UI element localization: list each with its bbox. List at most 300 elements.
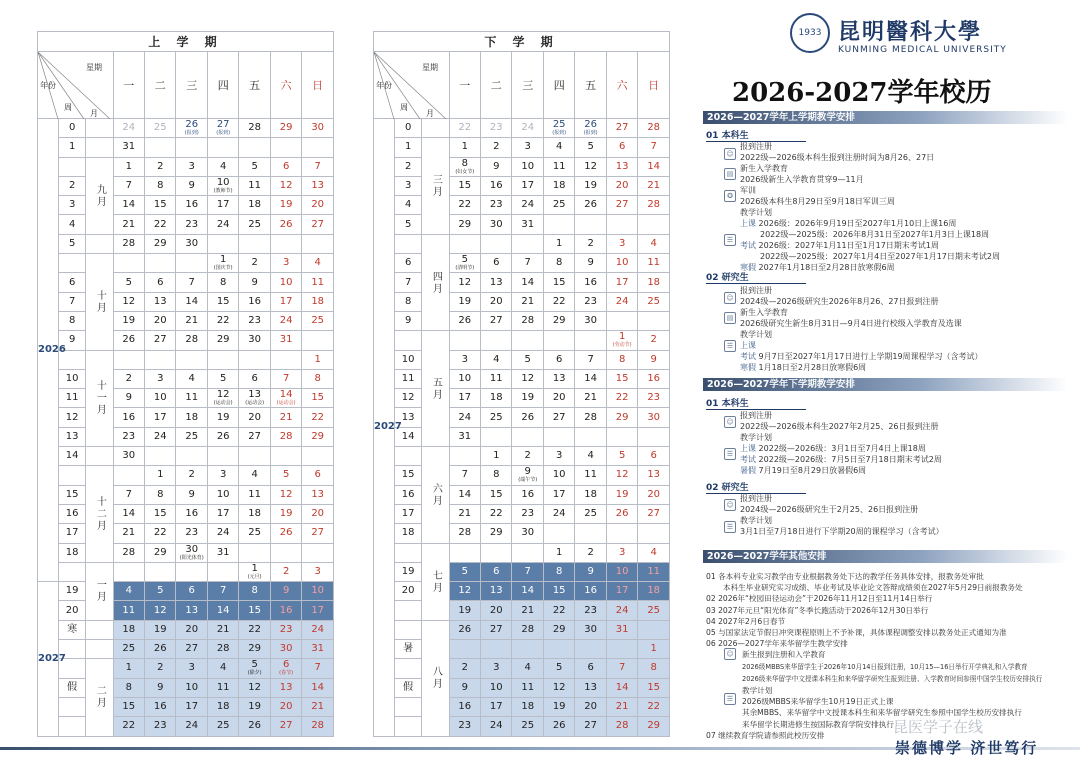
day-cell <box>207 138 238 157</box>
day-note: (清明节) <box>455 265 475 272</box>
day-cell <box>575 697 606 716</box>
day-number: 6 <box>282 160 290 172</box>
day-cell <box>302 292 334 311</box>
day-number: 30 <box>122 450 136 462</box>
day-number: 18 <box>521 701 535 713</box>
day-number: 10 <box>185 681 199 693</box>
day-cell <box>176 466 207 485</box>
person-icon: ☺ <box>724 148 736 160</box>
other-06c: 2026级来华留学中文授课本科生和来华留学研究生报到注册、入学教育时间参照中国学生校历安排执行 <box>742 674 1043 683</box>
day-number: 4 <box>524 662 531 674</box>
day-cell <box>145 331 176 350</box>
day-number: 31 <box>311 643 325 655</box>
day-cell <box>302 254 334 273</box>
day-cell <box>207 311 238 330</box>
day-cell <box>302 196 334 215</box>
day-number: 27 <box>489 623 503 635</box>
day-cell <box>176 485 207 504</box>
month-label-empty <box>86 234 113 253</box>
other-06d: 教学计划 <box>742 686 773 696</box>
weekday-header: 五 <box>239 52 270 119</box>
day-cell <box>606 196 637 215</box>
day-number: 2 <box>493 141 500 153</box>
day-number: 18 <box>248 508 262 520</box>
calendar-row <box>374 369 670 388</box>
day-cell <box>145 659 176 678</box>
university-name-en: KUNMING MEDICAL UNIVERSITY <box>838 45 1007 55</box>
day-number: 26 <box>279 527 293 539</box>
day-number: 7 <box>650 141 657 153</box>
week-number: 20 <box>58 601 85 620</box>
day-number: 26 <box>584 119 598 131</box>
day-cell <box>575 331 606 350</box>
calendar-row <box>374 620 670 639</box>
calendar-row <box>38 369 334 388</box>
day-cell <box>176 215 207 234</box>
day-cell <box>113 389 144 408</box>
day-cell <box>638 601 670 620</box>
day-number: 3 <box>556 450 563 462</box>
day-number: 11 <box>185 392 199 404</box>
second-semester-calendar <box>373 31 670 737</box>
day-cell <box>145 524 176 543</box>
weekday-header: 五 <box>575 52 606 119</box>
day-cell <box>113 620 144 639</box>
label-grad-register-2: 报到注册 <box>740 494 772 503</box>
day-cell <box>606 697 637 716</box>
day-number: 24 <box>216 218 230 230</box>
day-number: 22 <box>216 315 230 327</box>
day-cell <box>575 254 606 273</box>
corner-label-zhou: 周 <box>400 103 408 112</box>
week-number: 16 <box>58 504 85 523</box>
day-cell <box>302 466 334 485</box>
day-number: 6 <box>251 373 258 384</box>
week-number: 假 <box>394 678 421 697</box>
day-number: 5 <box>618 450 626 462</box>
day-number: 10 <box>311 585 325 597</box>
day-number: 8 <box>556 565 563 577</box>
day-cell <box>270 311 301 330</box>
day-cell <box>543 389 574 408</box>
text-winter: 2027年1月18日至2月28日放寒假6周 <box>758 263 895 272</box>
day-number: 8 <box>125 681 132 693</box>
calendar-row <box>38 678 334 697</box>
day-cell <box>207 215 238 234</box>
day-number: 17 <box>615 585 629 597</box>
weekday-header: 一 <box>449 52 480 119</box>
week-number: 15 <box>58 485 85 504</box>
day-cell <box>638 640 670 659</box>
week-number: 11 <box>394 369 421 388</box>
calendar-row <box>38 640 334 659</box>
day-cell <box>512 562 543 581</box>
week-number: 18 <box>58 543 85 562</box>
day-cell <box>207 640 238 659</box>
corner-label-year: 年份 <box>376 81 392 90</box>
day-number: 26 <box>216 430 230 442</box>
person-icon: ☺ <box>724 648 736 660</box>
day-number: 19 <box>552 701 566 713</box>
other-02: 02 2026年“校园田径运动会”于2026年11月12日至11月14日举行 <box>706 594 933 604</box>
school-motto: 崇德博学 济世笃行 <box>895 739 1039 757</box>
day-number: 1 <box>125 160 132 172</box>
day-cell <box>481 543 512 562</box>
day-cell <box>302 119 334 138</box>
day-number: 14 <box>185 295 199 307</box>
week-number <box>58 697 85 716</box>
tag-exam: 考试 <box>740 455 756 464</box>
day-cell <box>239 408 270 427</box>
day-cell <box>606 254 637 273</box>
corner-label-week: 星期 <box>422 63 438 72</box>
day-cell <box>176 717 207 736</box>
day-cell <box>481 601 512 620</box>
day-cell <box>239 562 270 581</box>
day-cell <box>575 717 606 736</box>
day-number: 15 <box>552 276 566 288</box>
day-cell <box>302 620 334 639</box>
day-cell <box>207 524 238 543</box>
day-number: 22 <box>552 604 566 616</box>
day-number: 15 <box>489 488 503 500</box>
day-cell <box>302 215 334 234</box>
day-cell <box>176 697 207 716</box>
day-cell <box>481 524 512 543</box>
day-number: 25 <box>122 643 136 655</box>
day-cell <box>575 234 606 253</box>
calendar-row <box>374 311 670 330</box>
day-cell <box>481 273 512 292</box>
other-06a: 新生报到注册和入学教育 <box>742 650 826 660</box>
day-cell <box>449 582 480 601</box>
day-cell <box>638 485 670 504</box>
day-number: 19 <box>458 604 472 616</box>
day-cell <box>481 582 512 601</box>
month-label: 七月 <box>422 543 449 620</box>
day-number: 4 <box>314 257 321 269</box>
day-cell <box>481 138 512 157</box>
day-number: 13 <box>647 469 661 481</box>
day-number: 3 <box>314 565 321 577</box>
day-number: 29 <box>216 334 230 346</box>
day-number: 24 <box>216 527 230 539</box>
day-number: 24 <box>153 430 167 442</box>
day-number: 3 <box>524 141 531 153</box>
day-cell <box>302 562 334 581</box>
day-number: 12 <box>458 276 472 288</box>
day-number: 19 <box>279 199 293 211</box>
tag-summer: 暑假 <box>740 466 756 475</box>
day-cell <box>145 620 176 639</box>
day-number: 13 <box>489 276 503 288</box>
day-number: 18 <box>185 411 199 423</box>
day-cell <box>543 292 574 311</box>
day-cell <box>481 369 512 388</box>
day-number: 14 <box>584 373 598 384</box>
day-number: 20 <box>248 411 262 423</box>
day-cell <box>239 582 270 601</box>
day-number: 4 <box>493 353 500 365</box>
day-number: 10 <box>216 177 230 189</box>
day-number: 25 <box>584 508 598 520</box>
day-number: 3 <box>157 373 164 384</box>
day-number: 3 <box>618 237 626 249</box>
week-number: 8 <box>394 292 421 311</box>
day-number: 28 <box>458 527 472 539</box>
week-number: 13 <box>58 427 85 446</box>
tag-exam: 考试 <box>740 352 756 361</box>
day-cell <box>176 620 207 639</box>
day-cell <box>239 543 270 562</box>
day-cell <box>302 234 334 253</box>
day-cell <box>270 196 301 215</box>
day-cell <box>145 504 176 523</box>
day-cell <box>176 234 207 253</box>
day-number: 12 <box>248 681 262 693</box>
day-number: 25 <box>521 720 535 732</box>
day-cell <box>512 350 543 369</box>
day-number: 27 <box>311 527 325 539</box>
day-number: 22 <box>647 701 661 713</box>
day-number: 20 <box>584 701 598 713</box>
week-number: 2 <box>58 176 85 195</box>
day-cell <box>207 601 238 620</box>
day-cell <box>638 176 670 195</box>
day-number: 15 <box>552 585 566 597</box>
calendar-row <box>374 543 670 562</box>
day-number: 22 <box>615 392 629 404</box>
day-cell <box>270 524 301 543</box>
day-number: 19 <box>216 411 230 423</box>
day-cell <box>449 620 480 639</box>
day-cell <box>638 138 670 157</box>
day-number: 10 <box>489 681 503 693</box>
day-cell <box>638 350 670 369</box>
day-cell <box>481 466 512 485</box>
day-number: 14 <box>122 508 136 520</box>
subsection-grad-1: 02 研究生 <box>706 270 806 284</box>
day-number: 20 <box>552 392 566 404</box>
day-number: 9 <box>587 565 594 577</box>
day-number: 3 <box>220 469 227 481</box>
document-icon: ☰ <box>724 340 736 352</box>
day-number: 11 <box>521 681 535 693</box>
day-cell <box>113 157 144 176</box>
day-number: 23 <box>122 430 136 442</box>
day-number: 25 <box>153 122 167 134</box>
day-cell <box>113 408 144 427</box>
day-cell <box>543 466 574 485</box>
day-cell <box>176 331 207 350</box>
day-number: 16 <box>153 701 167 713</box>
day-number: 25 <box>248 527 262 539</box>
day-cell <box>606 389 637 408</box>
day-number: 14 <box>521 276 535 288</box>
day-number: 8 <box>493 469 500 481</box>
day-cell <box>270 659 301 678</box>
day-cell <box>270 254 301 273</box>
week-number: 假 <box>58 678 85 697</box>
day-number: 9 <box>493 160 500 172</box>
day-number: 19 <box>584 180 598 192</box>
day-number: 30 <box>185 237 199 249</box>
week-number: 14 <box>394 427 421 446</box>
calendar-row <box>374 717 670 736</box>
day-cell <box>239 485 270 504</box>
day-cell <box>575 543 606 562</box>
weekday-header: 二 <box>481 52 512 119</box>
day-cell <box>543 620 574 639</box>
day-cell <box>113 466 144 485</box>
day-cell <box>606 234 637 253</box>
day-cell <box>512 369 543 388</box>
month-label-empty <box>86 620 113 639</box>
day-number: 21 <box>216 623 230 635</box>
day-number: 5 <box>461 254 468 266</box>
book-icon: ▤ <box>724 312 736 324</box>
day-cell <box>638 717 670 736</box>
day-number: 28 <box>279 430 293 442</box>
day-cell <box>207 562 238 581</box>
day-number: 11 <box>584 469 598 481</box>
day-cell <box>270 640 301 659</box>
day-number: 30 <box>248 334 262 346</box>
day-cell <box>638 157 670 176</box>
day-cell <box>543 254 574 273</box>
calendar-row <box>374 504 670 523</box>
day-number: 4 <box>650 546 657 558</box>
day-number: 25 <box>647 295 661 307</box>
calendar-row <box>374 176 670 195</box>
calendar-row <box>374 196 670 215</box>
day-number: 27 <box>615 122 629 134</box>
day-number: 21 <box>122 527 136 539</box>
day-number: 14 <box>216 604 230 616</box>
day-number: 12 <box>458 585 472 597</box>
day-cell <box>302 524 334 543</box>
calendar-row <box>38 215 334 234</box>
calendar-row <box>374 640 670 659</box>
calendar-row <box>38 524 334 543</box>
day-cell <box>638 408 670 427</box>
day-cell <box>481 157 512 176</box>
day-number: 5 <box>251 659 258 671</box>
day-number: 24 <box>122 122 136 134</box>
month-label: 五月 <box>422 331 449 447</box>
day-cell <box>481 640 512 659</box>
text-orientation: 2026级新生入学教育贯穿9—11月 <box>740 175 864 184</box>
day-cell <box>638 678 670 697</box>
day-number: 3 <box>188 160 195 172</box>
day-number: 9 <box>461 681 468 693</box>
day-cell <box>145 350 176 369</box>
day-number: 26 <box>521 411 535 423</box>
day-cell <box>449 331 480 350</box>
day-number: 6 <box>618 141 626 153</box>
day-number: 12 <box>216 389 230 401</box>
day-number: 17 <box>153 411 167 423</box>
day-cell <box>543 331 574 350</box>
month-label: 三月 <box>422 138 449 234</box>
day-number: 9 <box>251 276 258 288</box>
day-number: 7 <box>282 373 290 384</box>
day-cell <box>606 138 637 157</box>
day-cell <box>543 485 574 504</box>
day-number: 29 <box>311 430 325 442</box>
day-cell <box>638 273 670 292</box>
day-number: 16 <box>458 701 472 713</box>
day-number: 11 <box>248 488 262 500</box>
day-number: 21 <box>584 392 598 404</box>
day-number: 6 <box>188 585 195 597</box>
tag-exam: 考试 <box>740 241 756 250</box>
day-cell <box>543 640 574 659</box>
day-number: 17 <box>458 392 472 404</box>
day-cell <box>176 119 207 138</box>
day-cell <box>239 176 270 195</box>
day-cell <box>176 389 207 408</box>
day-number: 18 <box>489 392 503 404</box>
day-number: 22 <box>153 527 167 539</box>
day-cell <box>176 196 207 215</box>
day-cell <box>638 562 670 581</box>
day-number: 15 <box>458 180 472 192</box>
day-cell <box>176 427 207 446</box>
day-cell <box>176 369 207 388</box>
tag-winter: 寒假 <box>740 363 756 372</box>
calendar-row <box>38 659 334 678</box>
month-label: 四月 <box>422 234 449 330</box>
day-number: 24 <box>489 720 503 732</box>
day-number: 29 <box>153 546 167 558</box>
day-cell <box>512 504 543 523</box>
day-number: 17 <box>489 701 503 713</box>
day-cell <box>145 466 176 485</box>
day-cell <box>270 697 301 716</box>
text-class-2022: 2022级—2025级：2026年8月31日至2027年1月3日上课18周 <box>760 230 990 239</box>
day-number: 28 <box>122 237 136 249</box>
day-number: 29 <box>279 122 293 134</box>
day-cell <box>449 369 480 388</box>
day-cell <box>575 466 606 485</box>
day-number: 25 <box>311 315 325 327</box>
day-cell <box>270 620 301 639</box>
day-number: 9 <box>157 681 164 693</box>
day-number: 18 <box>248 199 262 211</box>
day-number: 12 <box>552 681 566 693</box>
day-number: 13 <box>311 180 325 192</box>
day-number: 22 <box>248 623 262 635</box>
watermark-text: 昆医学子在线 <box>893 718 984 736</box>
day-number: 20 <box>647 488 661 500</box>
day-note: (教师节) <box>213 188 233 195</box>
day-cell <box>239 697 270 716</box>
day-cell <box>270 504 301 523</box>
day-number: 7 <box>314 662 321 674</box>
day-number: 31 <box>521 218 535 230</box>
day-cell <box>575 640 606 659</box>
day-number: 15 <box>311 392 325 404</box>
day-cell <box>449 601 480 620</box>
day-number: 27 <box>248 430 262 442</box>
day-number: 7 <box>220 585 227 597</box>
day-number: 28 <box>185 334 199 346</box>
day-number: 24 <box>311 623 325 635</box>
day-number: 16 <box>248 295 262 307</box>
day-cell <box>176 504 207 523</box>
week-number: 5 <box>58 234 85 253</box>
